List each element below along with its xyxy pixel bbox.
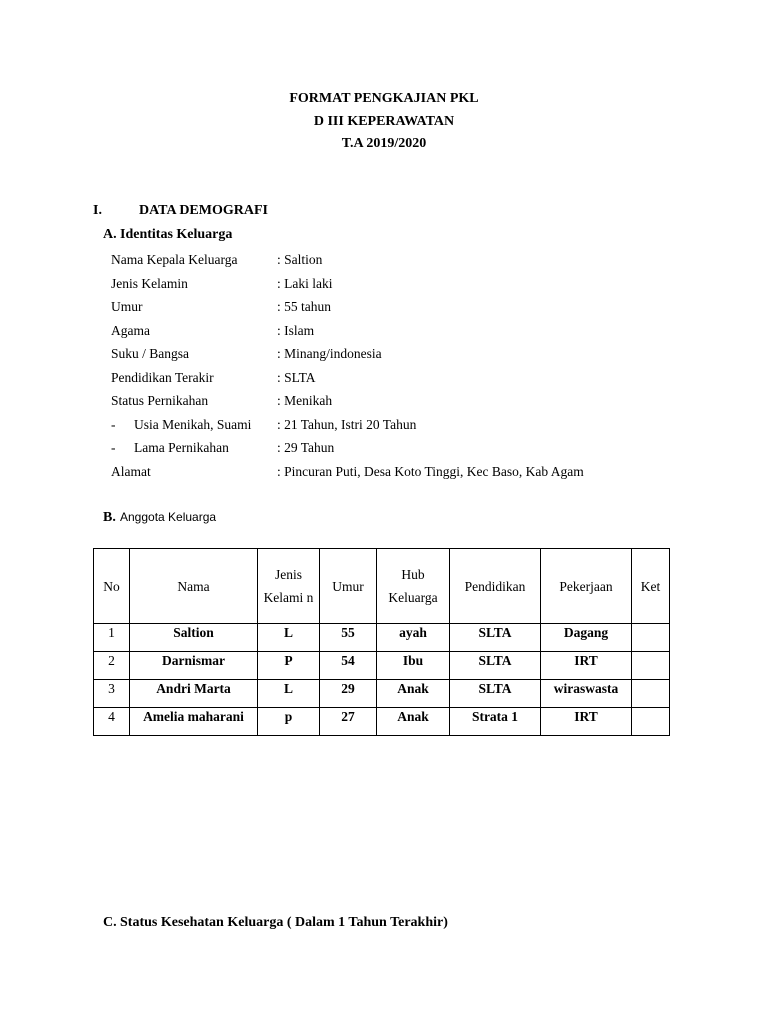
identity-label: Nama Kepala Keluarga (111, 252, 238, 267)
identity-list (111, 250, 731, 485)
subheading-status-kesehatan (103, 915, 448, 931)
column-header-ket: Ket (632, 549, 670, 624)
cell-umur: 54 (320, 652, 377, 680)
cell-nama: Andri Marta (130, 680, 258, 708)
column-header-pendidikan: Pendidikan (450, 549, 541, 624)
cell-hub-keluarga: Anak (377, 680, 450, 708)
identity-row (111, 368, 731, 392)
cell-jenis-kelamin: L (258, 624, 320, 652)
column-header-pekerjaan: Pekerjaan (541, 549, 632, 624)
identity-row (111, 415, 731, 439)
cell-hub-keluarga: Anak (377, 708, 450, 736)
cell-pekerjaan: IRT (541, 652, 632, 680)
cell-pekerjaan: Dagang (541, 624, 632, 652)
cell-ket (632, 680, 670, 708)
cell-hub-keluarga: ayah (377, 624, 450, 652)
table-row (94, 624, 670, 652)
cell-ket (632, 624, 670, 652)
cell-nama: Amelia maharani (130, 708, 258, 736)
identity-label-text: Usia Menikah, Suami (134, 416, 252, 432)
cell-no: 2 (94, 652, 130, 680)
cell-jenis-kelamin: L (258, 680, 320, 708)
title-line-3: T.A 2019/2020 (341, 136, 427, 151)
cell-no: 3 (94, 680, 130, 708)
identity-label (111, 415, 251, 435)
identity-row (111, 297, 731, 321)
subheading-title: Status Kesehatan Keluarga ( Dalam 1 Tahun Terakhir) (120, 915, 448, 930)
table-header-row (94, 549, 670, 624)
cell-pendidikan: SLTA (450, 652, 541, 680)
identity-value: : Pincuran Puti, Desa Koto Tinggi, Kec Baso, Kab Agam (277, 463, 584, 479)
identity-value: : Minang/indonesia (277, 346, 382, 361)
cell-jenis-kelamin: P (258, 652, 320, 680)
identity-label: Status Pernikahan (111, 393, 209, 408)
table-row (94, 680, 670, 708)
identity-row (111, 438, 731, 462)
subheading-letter: A. (103, 227, 117, 242)
cell-umur: 27 (320, 708, 377, 736)
identity-row (111, 344, 731, 368)
subheading-letter: C. (103, 915, 117, 930)
section-title: DATA DEMOGRAFI (139, 203, 268, 218)
document-title (0, 88, 768, 156)
bullet-dash: - (111, 416, 116, 432)
identity-value: : 21 Tahun, Istri 20 Tahun (277, 416, 417, 432)
identity-value: : Laki laki (277, 275, 333, 291)
subheading-anggota-keluarga (103, 510, 216, 526)
column-header-nama: Nama (130, 549, 258, 624)
identity-row (111, 274, 731, 298)
subheading-title: Identitas Keluarga (120, 227, 233, 242)
identity-label-text: Lama Pernikahan (134, 440, 229, 455)
column-header-no: No (94, 549, 130, 624)
identity-row (111, 250, 731, 274)
bullet-dash: - (111, 440, 116, 455)
cell-umur: 29 (320, 680, 377, 708)
column-header-umur: Umur (320, 549, 377, 624)
cell-ket (632, 652, 670, 680)
identity-value: : Islam (277, 322, 315, 338)
identity-label: Suku / Bangsa (111, 346, 190, 361)
identity-value: : 55 tahun (277, 299, 331, 314)
identity-label: Umur (111, 299, 143, 314)
column-header-jenis-kelamin: Jenis Kelami n (258, 549, 320, 624)
cell-nama: Darnismar (130, 652, 258, 680)
identity-row (111, 462, 731, 486)
cell-no: 1 (94, 624, 130, 652)
cell-pekerjaan: wiraswasta (541, 680, 632, 708)
identity-label: Agama (111, 322, 150, 338)
cell-pendidikan: SLTA (450, 624, 541, 652)
cell-hub-keluarga: Ibu (377, 652, 450, 680)
cell-no: 4 (94, 708, 130, 736)
cell-ket (632, 708, 670, 736)
identity-value: : SLTA (277, 369, 316, 385)
identity-label: Alamat (111, 463, 151, 479)
identity-row (111, 391, 731, 415)
identity-value: : 29 Tahun (277, 440, 335, 455)
table-row (94, 708, 670, 736)
title-line-2: D III KEPERAWATAN (313, 113, 455, 129)
identity-value: : Saltion (277, 252, 323, 267)
subheading-title: Anggota Keluarga (120, 510, 217, 524)
section-number: I. (93, 203, 102, 218)
identity-value: : Menikah (277, 393, 333, 408)
section-heading-data-demografi (93, 203, 268, 219)
cell-umur: 55 (320, 624, 377, 652)
identity-label: Pendidikan Terakir (111, 369, 214, 385)
identity-row (111, 321, 731, 345)
identity-label: Jenis Kelamin (111, 275, 188, 291)
cell-nama: Saltion (130, 624, 258, 652)
subheading-letter: B. (103, 510, 116, 525)
cell-pendidikan: SLTA (450, 680, 541, 708)
cell-pekerjaan: IRT (541, 708, 632, 736)
table-row (94, 652, 670, 680)
cell-pendidikan: Strata 1 (450, 708, 541, 736)
column-header-hub-keluarga: Hub Keluarga (377, 549, 450, 624)
identity-label (111, 438, 229, 458)
subheading-identitas-keluarga (103, 227, 232, 243)
cell-jenis-kelamin: p (258, 708, 320, 736)
family-members-table (93, 548, 670, 736)
title-line-1: FORMAT PENGKAJIAN PKL (289, 91, 479, 106)
